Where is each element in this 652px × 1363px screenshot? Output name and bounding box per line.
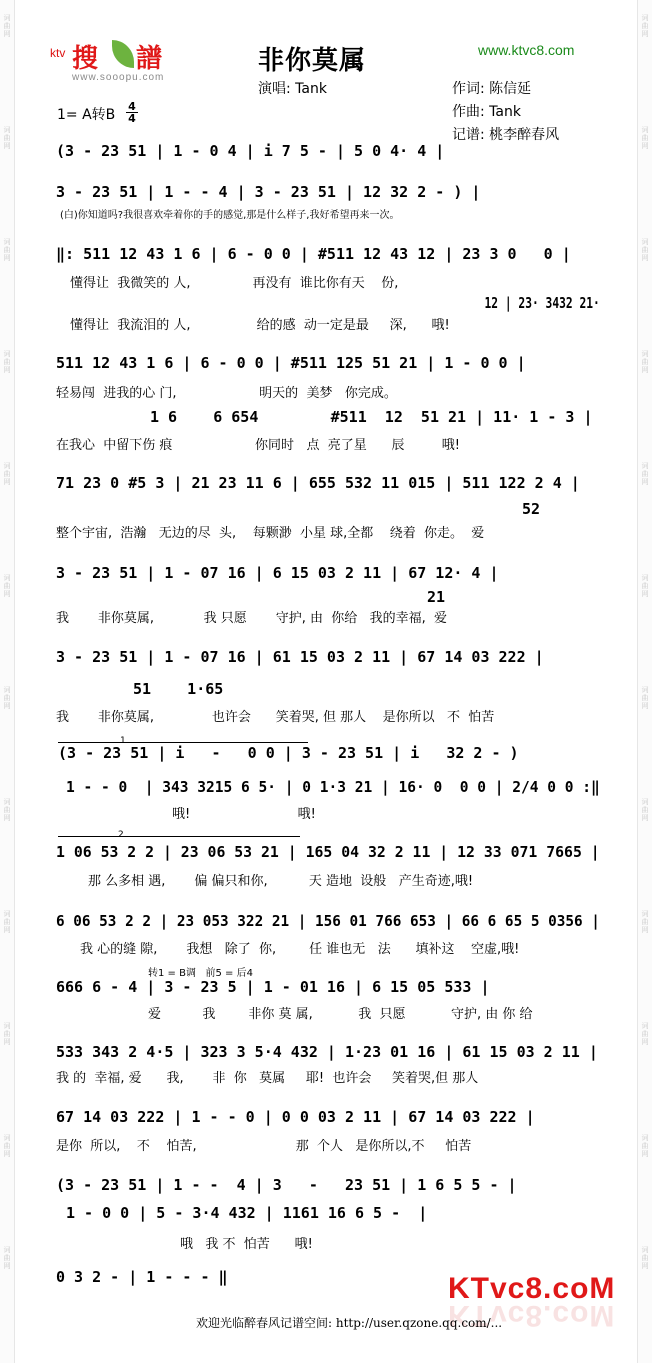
notation-line: 511 12 43 1 6 | 6 - 0 0 | #511 125 51 21 | 1 - 0 0 | [56,354,526,372]
meter-top: 4 [126,101,138,113]
logo-domain: www.sooopu.com [72,72,165,83]
right-margin-strip [637,0,652,1363]
notation-line: 1 - - 0 | 343 3215 6 5· | 0 1·3 21 | 16· 0 0 0 | 2/4 0 0 :‖ [66,778,600,796]
lyric-line: 懂得让 我微笑的 人, 再没有 谁比你有天 份, [70,276,399,291]
lyric-line: 转1 = B调 前5 = 后4 [148,968,253,979]
notation-line: (3 - 23 51 | 1 - - 4 | 3 - 23 51 | 1 6 5 5 - | [56,1176,517,1194]
margin-watermark: 词曲网 [3,574,11,598]
lyric-line: 是你 所以, 不 怕苦, 那 个人 是你所以,不 怕苦 [56,1139,472,1154]
lyric-line: 在我心 中留下伤 痕 你同时 点 亮了星 辰 哦! [56,438,460,453]
logo-pu-char: 譜 [136,44,163,74]
logo-ktv-text: ktv [50,46,66,60]
margin-watermark: 词曲网 [3,126,11,150]
margin-watermark: 词曲网 [641,798,649,822]
margin-watermark: 词曲网 [3,238,11,262]
notation-line: 6 06 53 2 2 | 23 053 322 21 | 156 01 766 653 | 66 6 65 5 0356 | [56,912,600,930]
volta-one-number: 1 [120,736,126,746]
lyric-line: 爱 我 非你 莫 属, 我 只愿 守护, 由 你 给 [148,1007,533,1022]
ktvc8-logo [448,1272,616,1332]
margin-watermark: 词曲网 [3,686,11,710]
lyric-line: 哦 我 不 怕苦 哦! [180,1237,313,1252]
notation-line: 666 6 - 4 | 3 - 23 5 | 1 - 01 16 | 6 15 05 533 | [56,978,490,996]
composer: 作曲: Tank [452,104,521,120]
time-signature [126,101,138,124]
singer-label: 演唱: Tank [258,81,327,97]
notation-line: 71 23 0 #5 3 | 21 23 11 6 | 655 532 11 015 | 511 122 2 4 | [56,474,580,492]
margin-watermark: 词曲网 [641,1022,649,1046]
margin-watermark: 词曲网 [641,686,649,710]
lyric-line: 轻易闯 进我的心 门, 明天的 美梦 你完成。 [56,386,397,401]
margin-watermark: 词曲网 [3,1134,11,1158]
notation-line: 3 - 23 51 | 1 - 07 16 | 6 15 03 2 11 | 67 12· 4 | [56,564,499,582]
lyric-line: (白)你知道吗?我很喜欢牵着你的手的感觉,那是什么样子,我好希望再来一次。 [60,210,400,221]
site-link[interactable]: www.ktvc8.com [478,42,575,58]
notation-line: 67 14 03 222 | 1 - - 0 | 0 0 03 2 11 | 67 14 03 222 | [56,1108,535,1126]
volta-one-bracket [58,742,308,743]
lyric-line: 哦! 哦! [172,807,316,822]
margin-watermark: 词曲网 [641,238,649,262]
credits [452,78,559,147]
notation-line: 3 - 23 51 | 1 - - 4 | 3 - 23 51 | 12 32 2 - ) | [56,183,481,201]
transcriber: 记谱: 桃李醉春风 [452,127,560,143]
lyric-line: 整个宇宙, 浩瀚 无边的尽 头, 每颗渺 小星 球,全都 绕着 你走。 爱 [56,526,485,541]
margin-watermark: 词曲网 [3,798,11,822]
lyric-line: 我 非你莫属, 我 只愿 守护, 由 你给 我的幸福, 爱 [56,611,448,626]
key-signature: 1= A转B [57,107,116,123]
lyricist: 作词: 陈信延 [452,81,532,97]
lyric-line: 我 的 幸福, 爱 我, 非 你 莫属 耶! 也许会 笑着哭,但 那人 [56,1071,479,1086]
notation-line: 1 - 0 0 | 5 - 3·4 432 | 1161 16 6 5 - | [66,1204,428,1222]
margin-watermark: 词曲网 [641,1134,649,1158]
sooopu-logo [50,38,180,90]
margin-watermark: 词曲网 [3,14,11,38]
page-title: 非你莫属 [258,46,367,76]
margin-watermark: 词曲网 [641,574,649,598]
margin-watermark: 词曲网 [641,462,649,486]
notation-line: 533 343 2 4·5 | 323 3 5·4 432 | 1·23 01 16 | 61 15 03 2 11 | [56,1043,598,1061]
notation-line: 0 3 2 - | 1 - - - ‖ [56,1268,228,1286]
lyric-line: 我 心的缝 隙, 我想 除了 你, 任 谁也无 法 填补这 空虚,哦! [80,942,520,957]
margin-watermark: 词曲网 [3,1246,11,1270]
margin-watermark: 词曲网 [3,1022,11,1046]
margin-watermark: 词曲网 [641,1246,649,1270]
notation-line: 52 [522,500,541,518]
logo-sou-char: 搜 [72,44,99,74]
notation-line: 12 | 23· 3432 21· [220,294,600,312]
margin-watermark: 词曲网 [641,910,649,934]
volta-two-bracket [58,836,300,837]
margin-watermark: 词曲网 [641,14,649,38]
lyric-line: 那 么多相 遇, 偏 偏只和你, 天 造地 设般 产生奇迹,哦! [88,874,474,889]
margin-watermark: 词曲网 [641,350,649,374]
notation-line: (3 - 23 51 | i - 0 0 | 3 - 23 51 | i 32 2 - ) [58,744,519,762]
volta-two-number: 2 [118,830,124,840]
notation-line: (3 - 23 51 | 1 - 0 4 | i 7 5 - | 5 0 4· 4 | [56,142,445,160]
notation-line: 1 06 53 2 2 | 23 06 53 21 | 165 04 32 2 11 | 12 33 071 7665 | [56,843,600,861]
lyric-line: 懂得让 我流泪的 人, 给的感 动一定是最 深, 哦! [70,318,450,333]
margin-watermark: 词曲网 [641,126,649,150]
notation-line: 3 - 23 51 | 1 - 07 16 | 61 15 03 2 11 | 67 14 03 222 | [56,648,544,666]
meter-bottom: 4 [128,112,136,125]
margin-watermark: 词曲网 [3,462,11,486]
lyric-line: 我 非你莫属, 也许会 笑着哭, 但 那人 是你所以 不 怕苦 [56,710,495,725]
notation-line: ‖: 511 12 43 1 6 | 6 - 0 0 | #511 12 43 12 | 23 3 0 0 | [56,245,571,263]
margin-watermark: 词曲网 [3,910,11,934]
ktvc8-logo-reflection: KTvc8.coM [448,1299,616,1332]
margin-watermark: 词曲网 [3,350,11,374]
left-margin-strip [0,0,15,1363]
notation-line: 1 6 6 654 #511 12 51 21 | 11· 1 - 3 | [150,408,593,426]
notation-line: 21 [427,588,446,606]
footer-text: 欢迎光临醉春风记谱空间: http://user.qzone.qq.com/... [196,1316,503,1330]
notation-line: 51 1·65 [133,680,224,698]
ktvc8-logo-text: KTvc8.coM [448,1272,616,1305]
leaf-icon [112,40,134,68]
